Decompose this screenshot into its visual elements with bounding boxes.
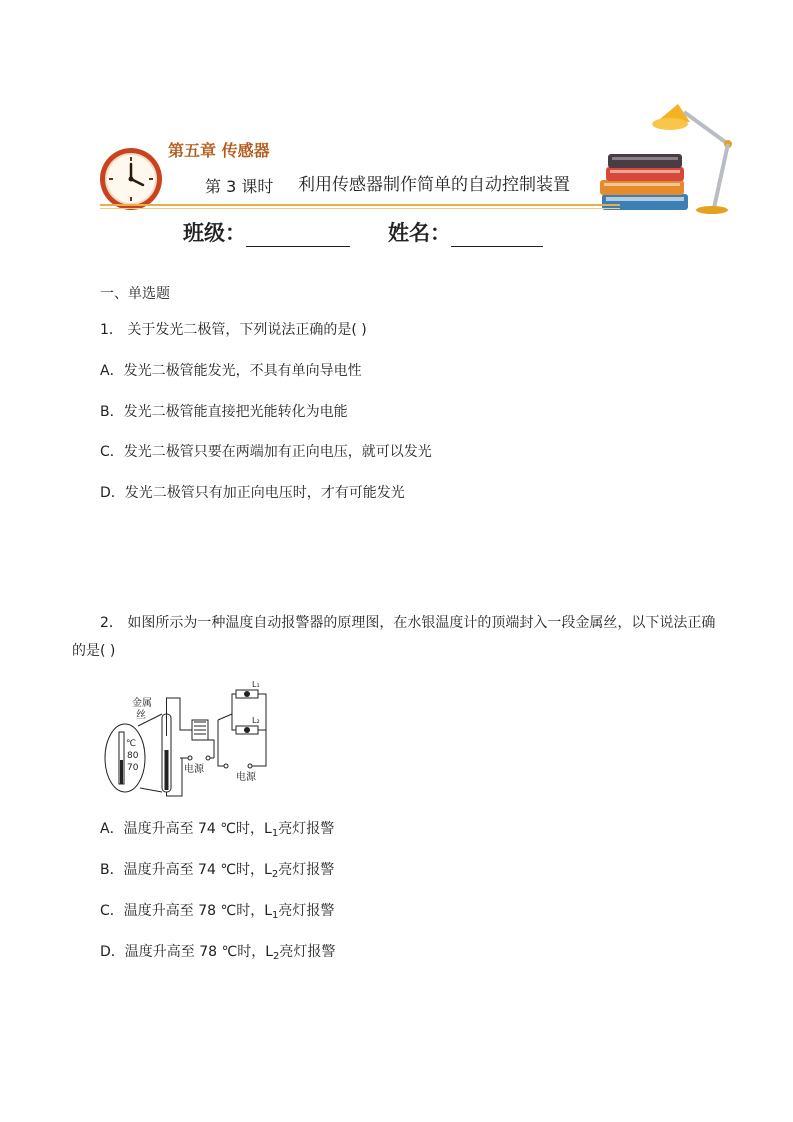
lamp-1-label: L₁: [252, 680, 260, 689]
question-2-stem-line-2: 的是( ): [72, 643, 116, 659]
question-2-stem-line-1: 2． 如图所示为一种温度自动报警器的原理图，在水银温度计的顶端封入一段金属丝，以下说法正确: [100, 615, 716, 631]
question-1-option-d: D．发光二极管只有加正向电压时，才有可能发光: [100, 485, 405, 501]
lesson-number: 第 3 课时: [205, 177, 274, 196]
lamp-2-label: L₂: [252, 716, 260, 725]
wire-label-2: 丝: [136, 710, 146, 721]
temperature-unit: ℃: [126, 739, 137, 749]
tick-80: 80: [127, 751, 139, 761]
wire-label-1: 金属: [132, 698, 152, 709]
question-1-option-b: B．发光二极管能直接把光能转化为电能: [100, 404, 348, 420]
clock-icon: [98, 146, 164, 212]
section-title: 一、单选题: [100, 286, 170, 302]
question-2-option-a: A．温度升高至 74 ℃时，$L_1$亮灯报警: [100, 821, 335, 839]
alarm-circuit-figure: [100, 676, 280, 798]
header-divider: [100, 204, 620, 206]
question-1-option-a: A．发光二极管能发光，不具有单向导电性: [100, 363, 362, 379]
name-blank[interactable]: [451, 224, 543, 247]
lesson-title: 利用传感器制作简单的自动控制装置: [298, 175, 570, 195]
question-2-option-d: D．温度升高至 78 ℃时，$L_2$亮灯报警: [100, 944, 336, 962]
power-source-left-label: 电源: [184, 764, 204, 775]
power-source-right-label: 电源: [236, 772, 256, 783]
question-1-stem: 1． 关于发光二极管，下列说法正确的是( ): [100, 322, 367, 338]
name-label: 姓名：: [388, 220, 451, 245]
header-divider-thin: [100, 208, 620, 209]
class-blank[interactable]: [246, 224, 350, 247]
question-2-option-b: B．温度升高至 74 ℃时，$L_2$亮灯报警: [100, 862, 335, 880]
class-label: 班级：: [183, 220, 246, 245]
desk-lamp-icon: [648, 96, 736, 218]
question-1-option-c: C．发光二极管只要在两端加有正向电压，就可以发光: [100, 444, 432, 460]
chapter-title: 第五章 传感器: [168, 141, 270, 160]
student-info-row: [183, 217, 543, 247]
question-2-option-c: C．温度升高至 78 ℃时，$L_1$亮灯报警: [100, 903, 335, 921]
tick-70: 70: [127, 763, 139, 773]
